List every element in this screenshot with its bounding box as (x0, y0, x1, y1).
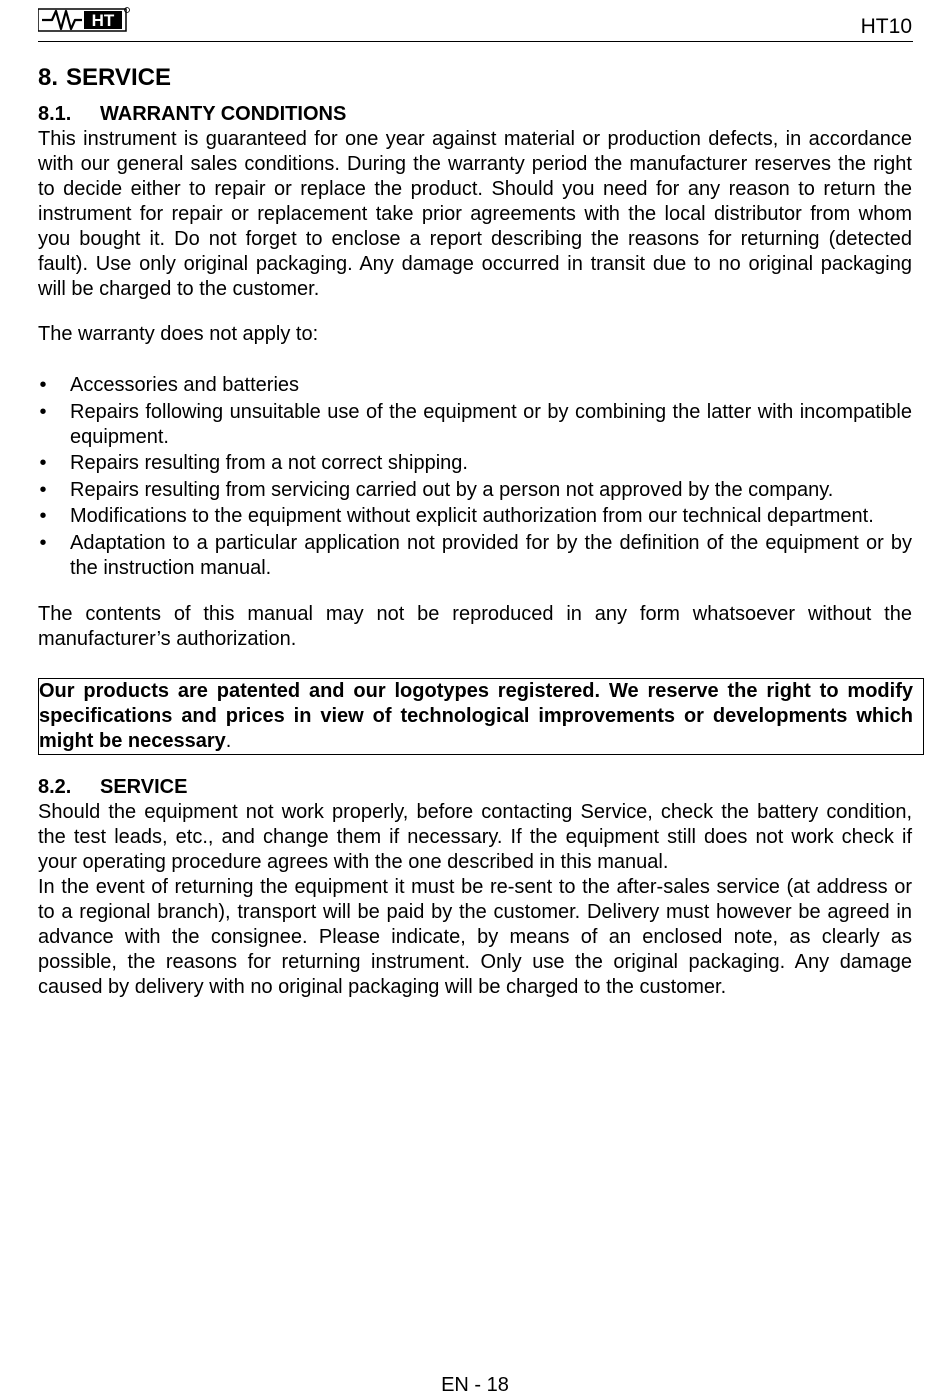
warranty-exclusions-intro: The warranty does not apply to: (38, 323, 319, 345)
warranty-exclusions-list (38, 373, 912, 581)
section-number: 8. (38, 64, 59, 91)
warranty-title: WARRANTY CONDITIONS (100, 103, 347, 125)
list-item-text: Modifications to the equipment without explicit authorization from our technical department. (70, 505, 874, 527)
list-item (38, 504, 912, 529)
spacer (38, 755, 912, 775)
bullet-icon: • (39, 505, 47, 527)
list-item-text: Adaptation to a particular application not provided for by the definition of the equipment or by the instruction manual. (70, 531, 912, 579)
list-item-text: Repairs following unsuitable use of the equipment or by combining the latter with incompatible equipment. (70, 400, 912, 448)
section-heading (38, 64, 912, 92)
ht-logo (38, 4, 130, 34)
spacer (38, 347, 912, 373)
bullet-icon: • (39, 400, 47, 423)
logo-lettering: HT (91, 11, 115, 30)
bullet-icon: • (39, 452, 47, 474)
patent-notice-bold: Our products are patented and our logotypes registered. We reserve the right to modify specifications and prices in view of technological improvements or developments which might be necessary (39, 680, 913, 752)
warranty-paragraph: This instrument is guaranteed for one year against material or production defects, in accordance with our general sales conditions. During the warranty period the manufacturer reserves the right to decide either to repair or replace the product. Should you need for any reason to return the instrument for repair or replacement take prior agreements with the local distributor from whom you bought it. Do not forget to enclose a report describing the reasons for returning (detected fault). Use only original packaging. Any damage occurred in transit due to no original packaging will be charged to the customer. (38, 128, 912, 300)
bullet-icon: • (39, 531, 47, 554)
document-code: HT10 (860, 15, 912, 38)
reproduction-note: The contents of this manual may not be reproduced in any form whatsoever without the manufacturer’s authorization. (38, 603, 912, 650)
service-heading (38, 775, 912, 800)
spacer (38, 302, 912, 322)
service-paragraph-2: In the event of returning the equipment it must be re-sent to the after-sales service (at address or to a regional branch), transport will be paid by the customer. Delivery must however be agreed in advance with the consignee. Please indicate, by means of an enclosed note, as clearly as possible, the reasons for returning instrument. Only use the original packaging. Any damage caused by delivery with no original packaging will be charged to the customer. (38, 876, 912, 998)
spacer (38, 582, 912, 602)
warranty-heading (38, 102, 912, 127)
page-number: EN - 18 (441, 1374, 509, 1396)
list-item (38, 451, 912, 476)
bullet-icon: • (39, 374, 47, 396)
service-number: 8.2. (38, 776, 72, 798)
list-item-text: Repairs resulting from a not correct shipping. (70, 452, 468, 474)
service-paragraph-1: Should the equipment not work properly, before contacting Service, check the battery condition, the test leads, etc., and change them if necessary. If the equipment still does not work check if your operating procedure agrees with the one described in this manual. (38, 801, 912, 873)
warranty-number: 8.1. (38, 103, 72, 125)
patent-notice-text (39, 679, 923, 754)
patent-notice-box (38, 678, 924, 755)
list-item-text: Repairs resulting from servicing carried out by a person not approved by the company. (70, 478, 834, 501)
section-title: SERVICE (66, 64, 171, 91)
list-item-text: Accessories and batteries (70, 374, 300, 396)
list-item (38, 478, 912, 503)
spacer (38, 652, 912, 678)
header-divider (38, 41, 913, 42)
patent-notice-period: . (225, 730, 232, 752)
list-item (38, 400, 912, 450)
page-content (38, 64, 912, 1000)
bullet-icon: • (39, 478, 47, 501)
list-item (38, 531, 912, 581)
list-item (38, 373, 912, 398)
service-title: SERVICE (100, 776, 188, 798)
